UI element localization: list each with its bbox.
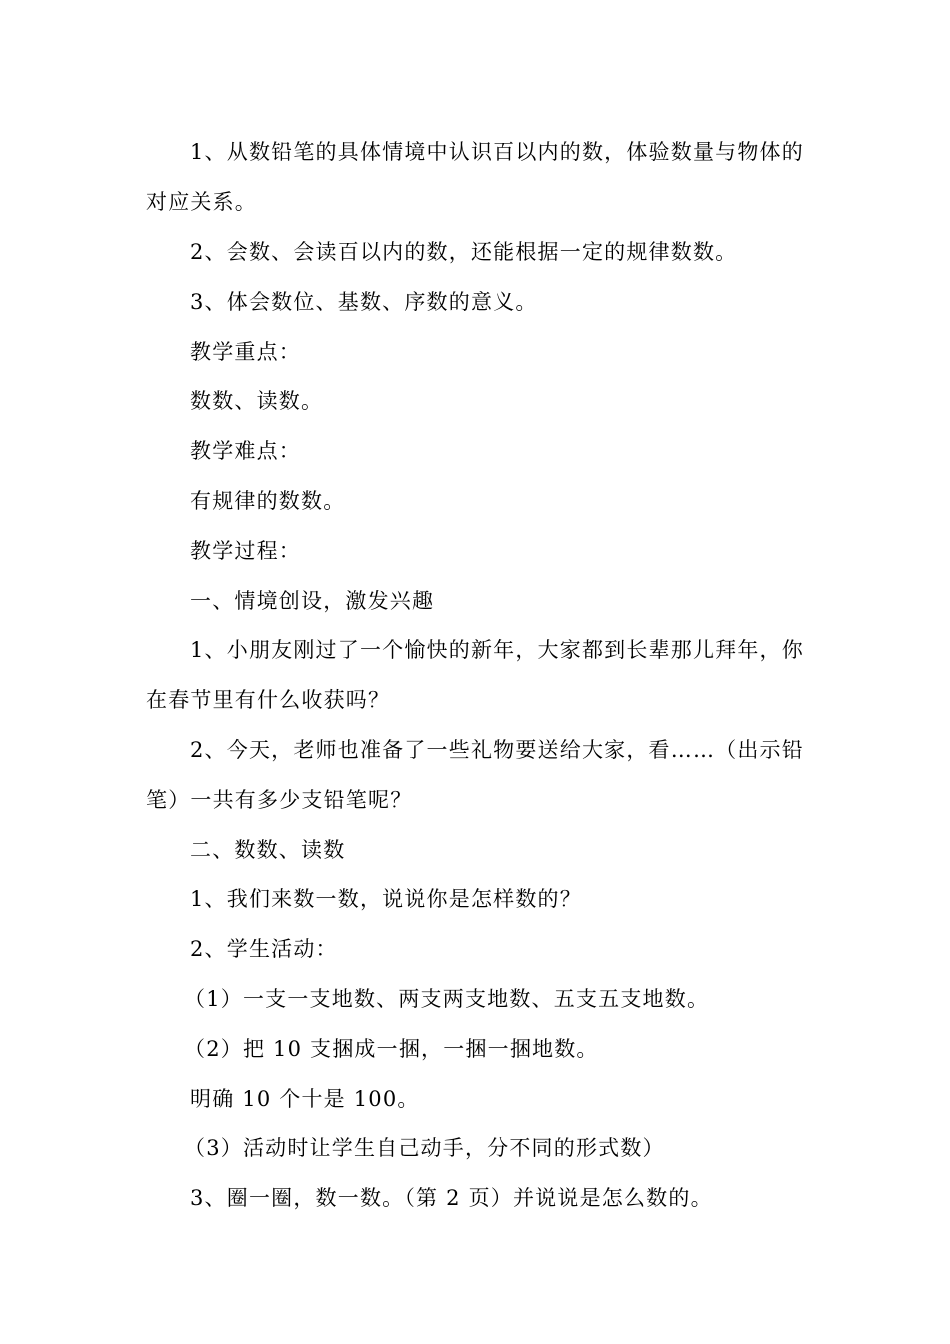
activity-2: （2）把 10 支捆成一捆，一捆一捆地数。: [184, 1037, 599, 1061]
goal-3: 3、体会数位、基数、序数的意义。: [190, 290, 538, 314]
activity-3: （3）活动时让学生自己动手，分不同的形式数）: [184, 1136, 665, 1160]
section-1-heading: 一、情境创设，激发兴趣: [190, 589, 435, 613]
section-2-item-3: 3、圈一圈，数一数。（第 2 页）并说说是怎么数的。: [190, 1186, 713, 1210]
section-1-item-2-line-2: 笔）一共有多少支铅笔呢？: [146, 788, 413, 812]
section-1-item-1-line-1: 1、小朋友刚过了一个愉快的新年，大家都到长辈那儿拜年，你: [190, 638, 804, 662]
key-points-text: 数数、读数。: [190, 389, 324, 413]
section-1-item-2-line-1: 2、今天，老师也准备了一些礼物要送给大家，看……（出示铅: [190, 738, 804, 762]
clarify-line: 明确 10 个十是 100。: [190, 1087, 420, 1111]
activity-1: （1）一支一支地数、两支两支地数、五支五支地数。: [184, 987, 710, 1011]
process-heading: 教学过程：: [190, 539, 301, 563]
difficulty-heading: 教学难点：: [190, 439, 301, 463]
goal-1-line-1: 1、从数铅笔的具体情境中认识百以内的数，体验数量与物体的: [190, 140, 804, 164]
section-2-item-1: 1、我们来数一数，说说你是怎样数的？: [190, 887, 582, 911]
key-points-heading: 教学重点：: [190, 340, 301, 364]
section-2-item-2: 2、学生活动：: [190, 937, 338, 961]
section-1-item-1-line-2: 在春节里有什么收获吗？: [146, 688, 391, 712]
goal-2: 2、会数、会读百以内的数，还能根据一定的规律数数。: [190, 240, 738, 264]
section-2-heading: 二、数数、读数: [190, 838, 346, 862]
goal-1-line-2: 对应关系。: [146, 190, 257, 214]
difficulty-text: 有规律的数数。: [190, 489, 346, 513]
